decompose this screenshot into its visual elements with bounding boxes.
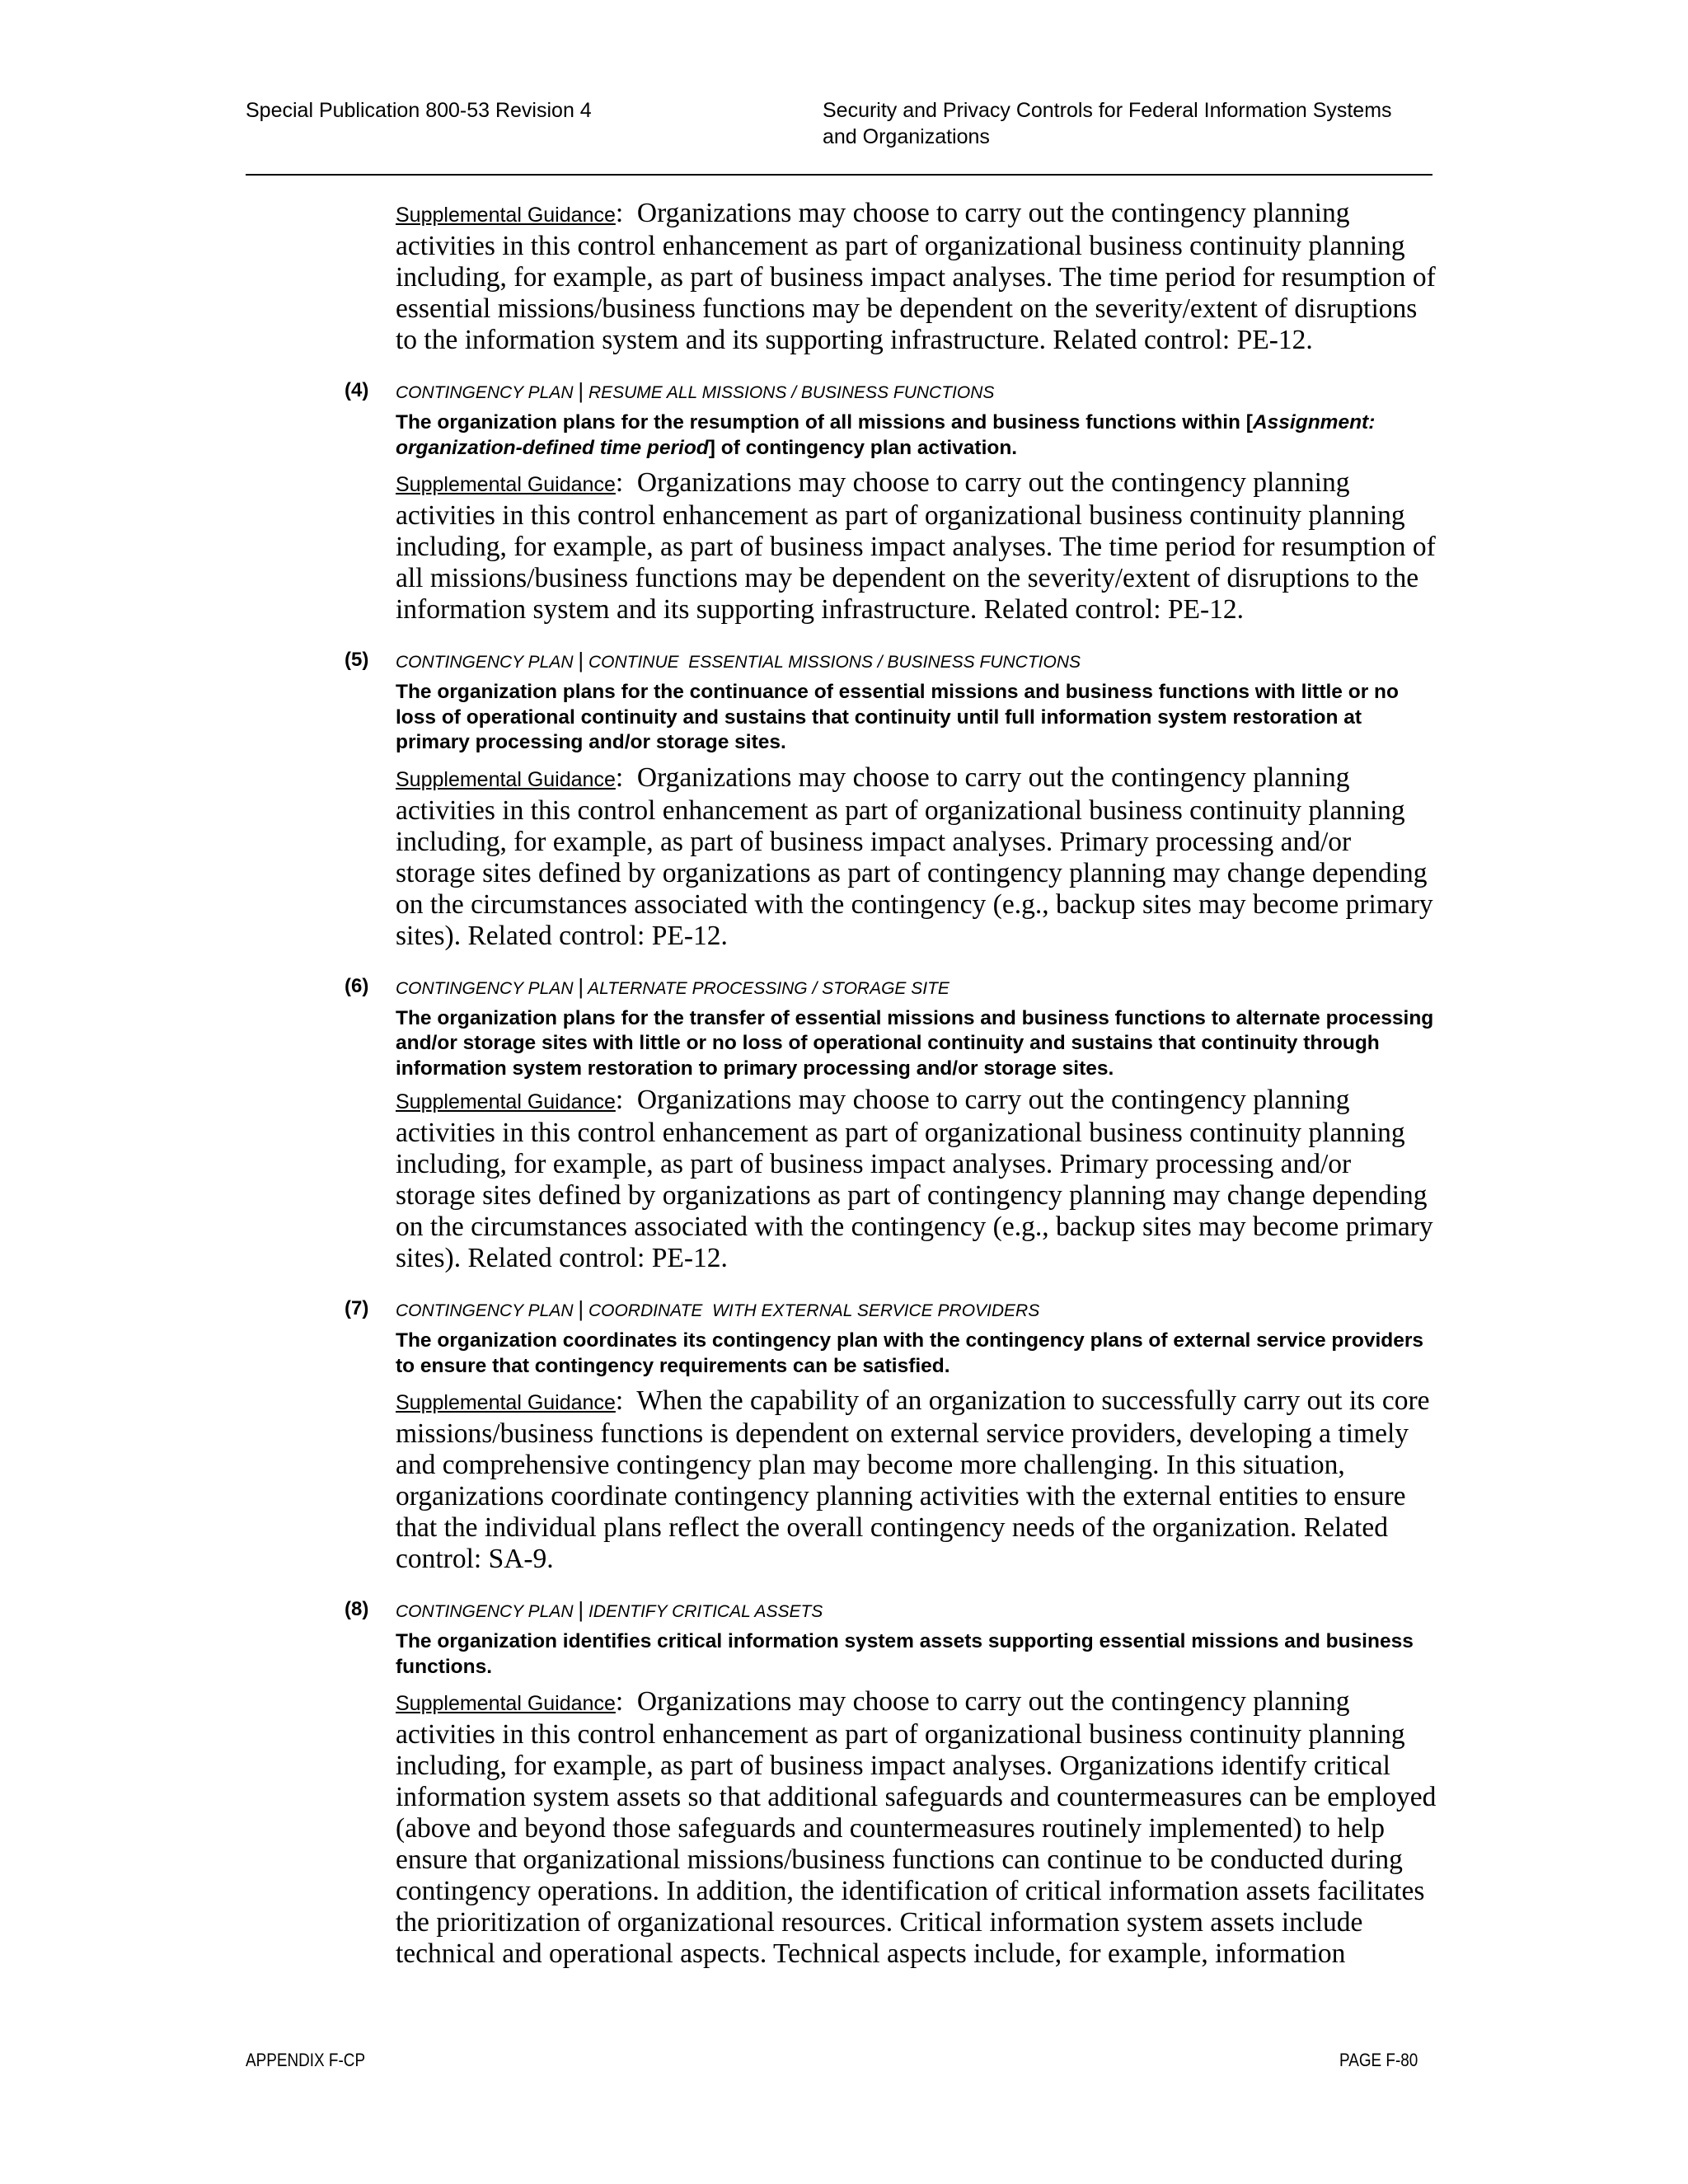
- control-statement: The organization coordinates its contingency plan with the contingency plans of external service providers to ensure that contingency requirements can be satisfied.: [396, 1329, 1424, 1377]
- enhancement-number: (5): [345, 649, 369, 671]
- enhancement-title: [396, 970, 1437, 1001]
- guidance-label: Supplemental Guidance: [396, 1692, 616, 1715]
- title-separator: |: [578, 648, 584, 673]
- title-separator: |: [578, 973, 584, 999]
- page-content: [345, 198, 1437, 1988]
- enhancement-7: [345, 1292, 1437, 1575]
- title-separator: |: [578, 1296, 584, 1321]
- title-separator: |: [578, 1597, 584, 1622]
- header-title: [823, 97, 1449, 150]
- footer-appendix: APPENDIX F-CP: [246, 2050, 366, 2070]
- enhancement-number: (6): [345, 974, 369, 997]
- guidance-text: Organizations may choose to carry out the contingency planning activities in this control enhancement as part of organizational business continuity planning including, for example, as part of business impact analyses. Primary processing and/or storage sites defined by organizations as part of contingency planning may change depending on the circumstances associated with the contingency (e.g., backup sites may become primary sites). Related control: PE-12.: [396, 1085, 1433, 1273]
- enhancement-name: ALTERNATE PROCESSING / STORAGE SITE: [588, 978, 950, 998]
- supplemental-guidance: Supplemental Guidance: When the capability of an organization to successfully carry out its core missions/business functions is dependent on external service providers, developing a timely and comprehensive contingency plan may become more challenging. In this situation, organizations coordinate contingency planning activities with the external entities to ensure that the individual plans reflect the overall contingency needs of the organization. Related control: SA-9.: [396, 1385, 1430, 1574]
- control-name: CONTINGENCY PLAN: [396, 1602, 574, 1621]
- enhancement-number: (7): [345, 1297, 369, 1319]
- header-publication: Special Publication 800-53 Revision 4: [246, 99, 592, 122]
- enhancement-title: [396, 1292, 1437, 1324]
- guidance-text: Organizations may choose to carry out the contingency planning activities in this control enhancement as part of organizational business continuity planning including, for example, as part of business impact analyses. Primary processing and/or storage sites defined by organizations as part of contingency planning may change depending on the circumstances associated with the contingency (e.g., backup sites may become primary sites). Related control: PE-12.: [396, 762, 1433, 951]
- enhancement-name: IDENTIFY CRITICAL ASSETS: [588, 1602, 823, 1621]
- control-statement: The organization plans for the transfer of essential missions and business functions to alternate processing and/or storage sites with little or no loss of operational continuity and sustains that continuity through information system restoration to primary processing and/or storage sites.: [396, 1006, 1434, 1080]
- control-name: CONTINGENCY PLAN: [396, 1301, 574, 1320]
- header-title-line1: Security and Privacy Controls for Federal Information Systems: [823, 99, 1392, 122]
- control-name: CONTINGENCY PLAN: [396, 653, 574, 672]
- control-statement: [396, 410, 1437, 461]
- control-name: CONTINGENCY PLAN: [396, 383, 574, 402]
- enhancement-name: CONTINUE ESSENTIAL MISSIONS / BUSINESS FUNCTIONS: [588, 653, 1081, 672]
- guidance-label: Supplemental Guidance: [396, 1090, 616, 1113]
- guidance-text: Organizations may choose to carry out the contingency planning activities in this control enhancement as part of organizational business continuity planning including, for example, as part of business impact analyses. The time period for resumption of all missions/business functions may be dependent on the severity/extent of disruptions to the information system and its supporting infrastructure. Related control: PE-12.: [396, 467, 1436, 625]
- enhancement-4: [345, 374, 1437, 626]
- control-name: CONTINGENCY PLAN: [396, 978, 574, 998]
- guidance-label: Supplemental Guidance: [396, 767, 616, 791]
- supplemental-guidance: Supplemental Guidance: Organizations may choose to carry out the contingency planning activities in this control enhancement as part of organizational business continuity planning including, for example, as part of business impact analyses. The time period for resumption of all missions/business functions may be dependent on the severity/extent of disruptions to the information system and its supporting infrastructure. Related control: PE-12.: [396, 467, 1436, 625]
- enhancement-title: [396, 644, 1437, 675]
- enhancement-title: [396, 374, 1437, 405]
- title-separator: |: [578, 378, 584, 403]
- enhancement-5: [345, 644, 1437, 952]
- guidance-text: Organizations may choose to carry out the contingency planning activities in this control enhancement as part of organizational business continuity planning including, for example, as part of business impact analyses. The time period for resumption of essential missions/business functions may be dependent on the severity/extent of disruptions to the information system and its supporting infrastructure. Related control: PE-12.: [396, 198, 1436, 355]
- control-statement: The organization identifies critical information system assets supporting essential missions and business functions.: [396, 1630, 1414, 1678]
- enhancement-name: RESUME ALL MISSIONS / BUSINESS FUNCTIONS: [588, 383, 995, 402]
- guidance-text: When the capability of an organization to successfully carry out its core missions/business functions is dependent on external service providers, developing a timely and comprehensive contingency plan may become more challenging. In this situation, organizations coordinate contingency planning activities with the external entities to ensure that the individual plans reflect the overall contingency needs of the organization. Related control: SA-9.: [396, 1385, 1430, 1574]
- guidance-label: Supplemental Guidance: [396, 1391, 616, 1414]
- enhancement-number: (8): [345, 1598, 369, 1620]
- guidance-text: Organizations may choose to carry out the contingency planning activities in this control enhancement as part of organizational business continuity planning including, for example, as part of business impact analyses. Organizations identify critical information system assets so that additional safeguards and countermeasures can be employed (above and beyond those safeguards and countermeasures routinely implemented) to help ensure that organizational missions/business functions can continue to be conducted during contingency operations. In addition, the identification of critical information assets facilitates the prioritization of organizational resources. Critical information system assets include technical and operational aspects. Technical aspects include, for example, information: [396, 1686, 1437, 1969]
- supplemental-guidance: Supplemental Guidance: Organizations may choose to carry out the contingency planning activities in this control enhancement as part of organizational business continuity planning including, for example, as part of business impact analyses. Organizations identify critical information system assets so that additional safeguards and countermeasures can be employed (above and beyond those safeguards and countermeasures routinely implemented) to help ensure that organizational missions/business functions can continue to be conducted during contingency operations. In addition, the identification of critical information assets facilitates the prioritization of organizational resources. Critical information system assets include technical and operational aspects. Technical aspects include, for example, information: [396, 1686, 1437, 1969]
- enhancement-6: [345, 970, 1437, 1275]
- statement-text-before: The organization plans for the resumption of all missions and business functions within [: [396, 411, 1253, 434]
- statement-text-after: ] of contingency plan activation.: [708, 436, 1018, 459]
- supplemental-guidance: Supplemental Guidance: Organizations may choose to carry out the contingency planning activities in this control enhancement as part of organizational business continuity planning including, for example, as part of business impact analyses. Primary processing and/or storage sites defined by organizations as part of contingency planning may change depending on the circumstances associated with the contingency (e.g., backup sites may become primary sites). Related control: PE-12.: [396, 762, 1433, 951]
- header-divider: [246, 174, 1432, 176]
- enhancement-number: (4): [345, 379, 369, 401]
- assignment-parameter: Assignment: organization-defined time period: [396, 411, 1376, 459]
- enhancement-title: [396, 1593, 1437, 1624]
- control-statement: The organization plans for the continuance of essential missions and business functions with little or no loss of operational continuity and sustains that continuity until full information system restoration at primary processing and/or storage sites.: [396, 681, 1399, 753]
- guidance-label: Supplemental Guidance: [396, 473, 616, 496]
- guidance-label: Supplemental Guidance: [396, 204, 616, 227]
- supplemental-guidance: Supplemental Guidance: Organizations may choose to carry out the contingency planning activities in this control enhancement as part of organizational business continuity planning including, for example, as part of business impact analyses. Primary processing and/or storage sites defined by organizations as part of contingency planning may change depending on the circumstances associated with the contingency (e.g., backup sites may become primary sites). Related control: PE-12.: [396, 1085, 1433, 1273]
- enhancement-name: COORDINATE WITH EXTERNAL SERVICE PROVIDERS: [588, 1301, 1040, 1320]
- header-title-line2: and Organizations: [823, 125, 990, 148]
- intro-supplemental-guidance: Supplemental Guidance: Organizations may choose to carry out the contingency planning activities in this control enhancement as part of organizational business continuity planning including, for example, as part of business impact analyses. The time period for resumption of essential missions/business functions may be dependent on the severity/extent of disruptions to the information system and its supporting infrastructure. Related control: PE-12.: [396, 198, 1436, 355]
- enhancement-8: [345, 1593, 1437, 1970]
- footer-page-number: PAGE F-80: [1339, 2050, 1418, 2070]
